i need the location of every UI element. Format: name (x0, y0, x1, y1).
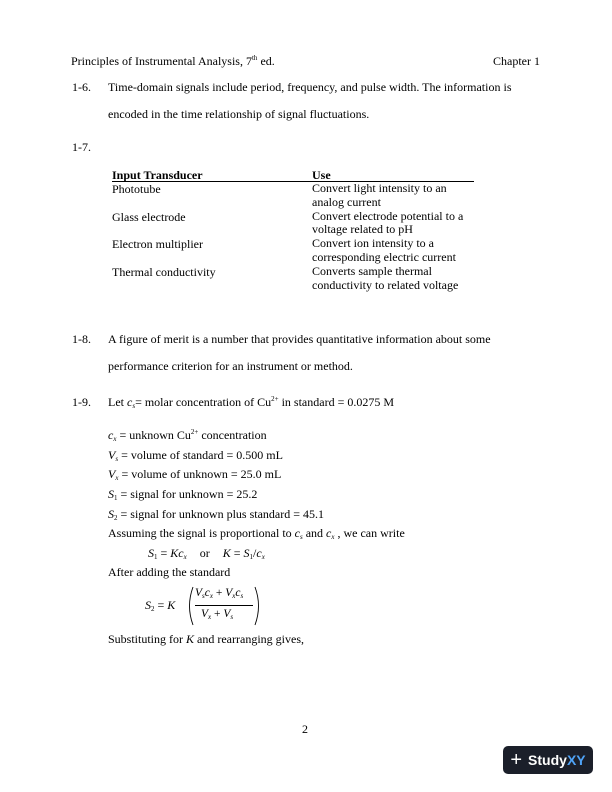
paragraph-line: A figure of merit is a number that provides quantitative information about some (108, 332, 491, 346)
fraction-numerator: $V_sc_x + V_xc_s$ (195, 587, 244, 600)
table-cell: Convert electrode potential to a voltage related to pH (312, 208, 464, 237)
table-cell: Converts sample thermal conductivity to related voltage (312, 264, 459, 292)
table-row (112, 237, 474, 265)
problem-number: 1-8. (72, 332, 91, 346)
problem-number: 1-6. (72, 80, 91, 94)
running-header: Principles of Instrumental Analysis, 7th ed. (71, 54, 275, 68)
definition-line: Let $c_s=$ molar concentration of $Cu^{2+}$ in standard = 0.0275 M (108, 395, 395, 410)
definition-line: $c_x$ = unknown $Cu^{2+}$ concentration (108, 428, 267, 443)
paragraph-line: Assuming the signal is proportional to $c_s$ and $c_x$ , we can write (108, 526, 405, 541)
paragraph-line: After adding the standard (108, 565, 231, 579)
definition-line: $V_x$ = volume of unknown = 25.0 mL (108, 467, 282, 482)
chapter-label: Chapter 1 (493, 54, 540, 68)
table-row (112, 265, 474, 293)
fraction-bar (195, 605, 253, 606)
definition-line: $V_s$ = volume of standard = 0.500 mL (108, 448, 283, 463)
table-cell: Glass electrode (112, 209, 186, 224)
paragraph-line: Time-domain signals include period, frequency, and pulse width. The information is (108, 80, 512, 94)
plus-icon: + (510, 749, 523, 771)
left-paren-icon (185, 586, 195, 626)
right-paren-icon (253, 586, 263, 626)
column-header: Use (312, 168, 331, 182)
paragraph-line: performance criterion for an instrument or method. (108, 359, 353, 373)
page-number: 2 (302, 722, 308, 736)
paragraph-line: Substituting for K and rearranging gives, (108, 632, 304, 646)
fraction-denominator: $V_x + V_s$ (201, 608, 234, 621)
problem-number: 1-7. (72, 140, 91, 154)
table-row (112, 210, 474, 238)
equation-proportionality: $S_1 = Kc_x$ or $K = S_1/c_x$ (148, 546, 265, 561)
table-cell: Convert light intensity to an analog current (312, 181, 447, 209)
table-header (112, 168, 474, 182)
table-row (112, 182, 474, 210)
column-header: Input Transducer (112, 168, 203, 182)
problem-number: 1-9. (72, 395, 91, 409)
studyxy-badge[interactable] (503, 746, 593, 774)
table-cell: Phototube (112, 182, 161, 196)
definition-line: $S_1$ = signal for unknown = 25.2 (108, 487, 258, 502)
table-cell: Thermal conductivity (112, 265, 216, 280)
definition-line: $S_2$ = signal for unknown plus standard = 45.1 (108, 507, 325, 522)
transducer-table (112, 168, 474, 293)
paragraph-line: encoded in the time relationship of signal fluctuations. (108, 107, 370, 121)
equation-standard-addition: $S_2 = K$ $V_sc_x + V_xc_s$ $V_x + V_s$ (145, 584, 265, 628)
table-cell: Electron multiplier (112, 237, 203, 252)
brand-name: StudyXY (528, 752, 586, 768)
table-cell: Convert ion intensity to a corresponding electric current (312, 236, 456, 264)
